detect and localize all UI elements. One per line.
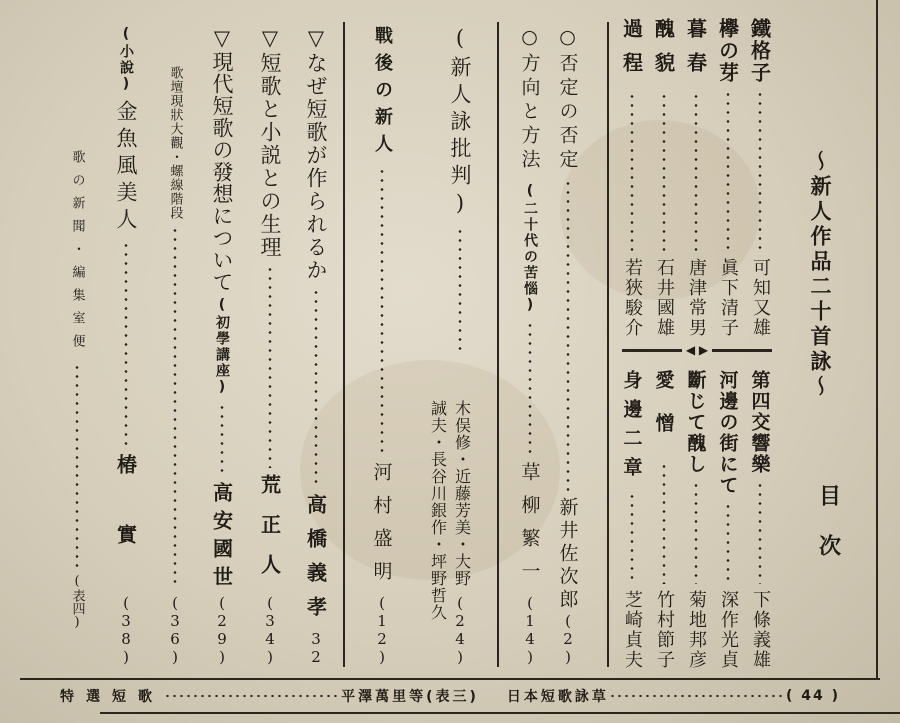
leader-dots bbox=[726, 502, 730, 584]
series-item bbox=[612, 18, 652, 338]
leader-dots bbox=[458, 227, 462, 356]
leader-dots bbox=[662, 92, 666, 252]
series-item-title: 醜貌 bbox=[651, 18, 676, 86]
series-item-author: 眞下清子 bbox=[718, 258, 739, 338]
series-item-author: 可知又雄 bbox=[750, 258, 771, 338]
toc-entry bbox=[548, 26, 588, 666]
leader-dots bbox=[694, 92, 698, 252]
toc-entry-title: 歌の新聞・編集室便 bbox=[69, 150, 85, 357]
toc-entry-authors bbox=[450, 400, 474, 630]
series-title-column bbox=[800, 0, 840, 723]
toc-entry-author: 新井佐次郎 bbox=[556, 497, 579, 612]
toc-entry-author: 河村盛明 bbox=[370, 462, 393, 594]
leader-dots bbox=[758, 481, 762, 584]
toc-entry-page: (24) bbox=[451, 594, 469, 666]
toc-entry bbox=[510, 26, 550, 666]
toc-entry-title: 金魚風美人 bbox=[114, 100, 138, 235]
footer-rule bbox=[100, 712, 900, 714]
leader-dots bbox=[662, 462, 666, 584]
separator-line bbox=[712, 349, 772, 352]
series-item-title: 河邊の街にて bbox=[716, 370, 739, 496]
bottom-bar bbox=[60, 686, 840, 706]
separator-line bbox=[622, 349, 682, 352]
toc-entry-authors-line1: 木俣修・近藤芳美・大野 bbox=[452, 400, 472, 587]
toc-entry-title: ○否定の否定 bbox=[556, 26, 579, 173]
leader-dots bbox=[566, 179, 570, 491]
toc-entry bbox=[362, 26, 402, 666]
leader-dots bbox=[268, 265, 272, 468]
toc-entry-title: 歌壇現狀大觀・螺線階段 bbox=[167, 66, 183, 220]
arrow-separator bbox=[622, 344, 772, 356]
toc-entry-title: ▽なぜ短歌が作られるか bbox=[304, 26, 328, 282]
column-divider-rule bbox=[607, 22, 609, 667]
toc-entry-authors-line2: 誠夫・長谷川銀作・坪野哲久 bbox=[428, 400, 448, 621]
toc-title: 目次 bbox=[815, 484, 841, 584]
toc-entry-subtitle: (二十代の苦惱) bbox=[522, 183, 538, 315]
series-item-author: 菊地邦彦 bbox=[686, 590, 707, 670]
right-border-rule bbox=[876, 0, 878, 678]
series-item-author: 若狹駿介 bbox=[622, 258, 643, 338]
bottom-rule bbox=[20, 678, 880, 680]
toc-entry-page: (表四) bbox=[69, 574, 85, 630]
toc-entry-author: 草柳繁一 bbox=[518, 462, 541, 594]
leader-dots bbox=[630, 492, 634, 584]
toc-entry-author: 高橋義孝 bbox=[303, 494, 328, 630]
toc-entry-page: (2) bbox=[559, 612, 577, 666]
bottom-page: ( 44 ) bbox=[785, 688, 841, 704]
toc-entry-page: (34) bbox=[261, 594, 279, 666]
bottom-right-label: 日本短歌詠草 bbox=[506, 689, 609, 705]
column-divider-rule bbox=[343, 22, 345, 667]
series-item-author: 唐津常男 bbox=[686, 258, 707, 338]
separator-arrows: ◀ ▶ bbox=[685, 343, 709, 357]
series-item-author: 下條義雄 bbox=[750, 590, 771, 670]
leader-dots bbox=[164, 694, 341, 698]
series-item-author: 石井國雄 bbox=[654, 258, 675, 338]
bottom-middle-label: 平澤萬里等(表三) bbox=[341, 689, 479, 705]
leader-dots bbox=[630, 92, 634, 252]
series-item-title: 身邊二章 bbox=[620, 370, 643, 486]
toc-entry-page: (29) bbox=[213, 594, 231, 666]
leader-dots bbox=[124, 241, 128, 448]
toc-entry-author: 高安國世 bbox=[209, 482, 234, 594]
toc-entry-title: 戰後の新人 bbox=[372, 26, 393, 161]
bottom-left-label: 特選短歌 bbox=[60, 689, 164, 705]
toc-entry-page: (36) bbox=[166, 594, 184, 666]
leader-dots bbox=[726, 90, 730, 252]
series-item-author: 芝崎貞夫 bbox=[622, 590, 643, 670]
toc-entry-subtitle: (初學講座) bbox=[214, 297, 230, 397]
toc-entry-label: (小說) bbox=[118, 26, 134, 94]
series-item-title: 第四交響樂 bbox=[748, 370, 771, 475]
leader-dots bbox=[609, 694, 786, 698]
toc-entry-page: (12) bbox=[373, 594, 391, 666]
leader-dots bbox=[173, 226, 177, 588]
toc-entry bbox=[202, 26, 242, 666]
toc-entry-author: 椿實 bbox=[113, 454, 138, 594]
leader-dots bbox=[380, 167, 384, 456]
leader-dots bbox=[220, 403, 224, 476]
toc-entry-title: (新人詠批判) bbox=[448, 26, 472, 221]
leader-dots bbox=[528, 321, 532, 456]
toc-entry-page: 32 bbox=[307, 630, 325, 666]
leader-dots bbox=[75, 363, 79, 568]
toc-entry bbox=[62, 150, 92, 630]
toc-entry bbox=[250, 26, 290, 666]
toc-entry-title: ○方向と方法 bbox=[518, 26, 541, 173]
series-item-author: 深作光貞 bbox=[718, 590, 739, 670]
leader-dots bbox=[758, 90, 762, 252]
series-item-author: 竹村節子 bbox=[654, 590, 675, 670]
column-divider-rule bbox=[497, 22, 499, 667]
toc-entry bbox=[296, 26, 336, 666]
toc-entry-page: (38) bbox=[117, 594, 135, 666]
series-item-title: 愛憎 bbox=[652, 370, 675, 456]
series-item bbox=[612, 370, 652, 670]
toc-entry-authors bbox=[426, 400, 450, 630]
leader-dots bbox=[694, 481, 698, 584]
series-item-title: 暮春 bbox=[683, 18, 708, 86]
toc-entry-author: 荒正人 bbox=[257, 474, 282, 594]
toc-entry-page: (14) bbox=[521, 594, 539, 666]
toc-entry-title: ▽短歌と小説との生理 bbox=[258, 26, 282, 259]
series-item-title: 過程 bbox=[619, 18, 644, 86]
toc-entry bbox=[106, 26, 146, 666]
toc-entry-title: ▽現代短歌の發想について bbox=[210, 26, 234, 293]
toc-entry bbox=[160, 66, 190, 666]
series-item-title: 欅の芽 bbox=[715, 18, 740, 84]
series-item-title: 斷じて醜し bbox=[684, 370, 707, 475]
series-item-title: 鐵格子 bbox=[747, 18, 772, 84]
series-title: 〜新人作品二十首詠〜 bbox=[808, 150, 832, 400]
leader-dots bbox=[314, 288, 318, 488]
